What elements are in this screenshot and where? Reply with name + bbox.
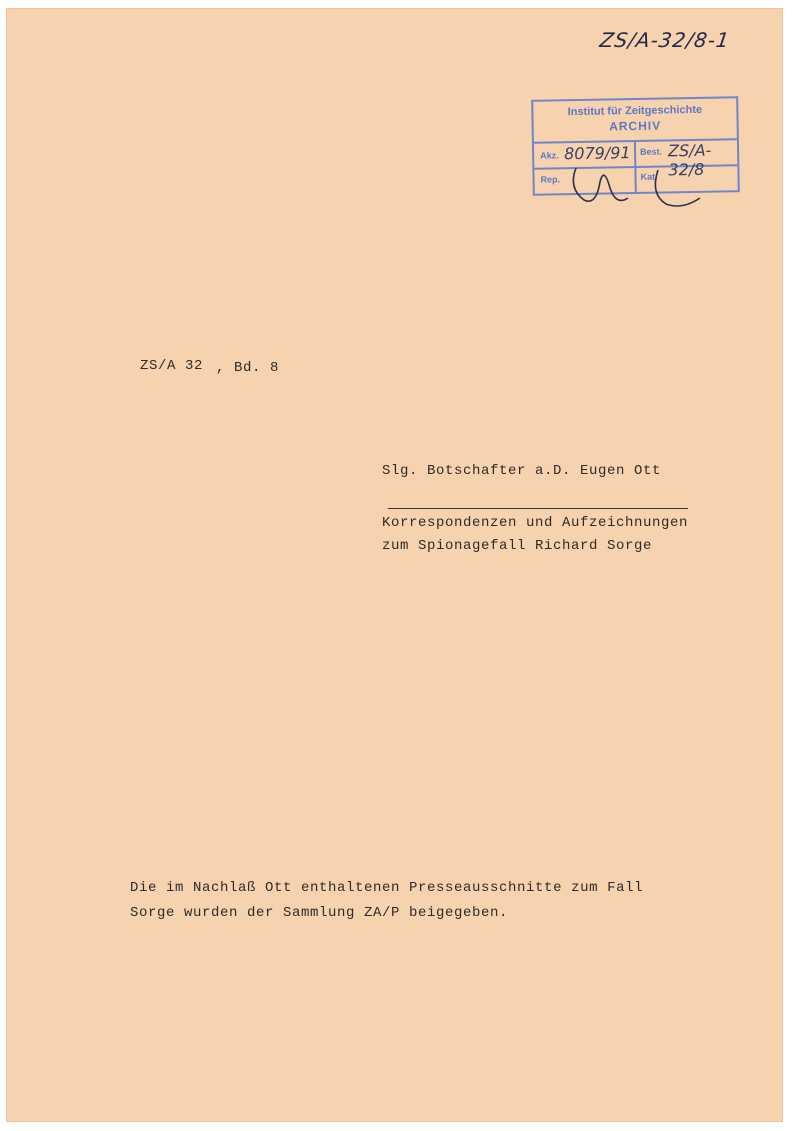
stamp-institution: Institut für Zeitgeschichte	[567, 103, 703, 119]
stamp-kat-label: Kat.	[640, 171, 658, 182]
separator-rule	[388, 508, 688, 509]
volume-number: ZS/A 32	[140, 358, 204, 374]
subject-line-1: Korrespondenzen und Aufzeichnungen	[382, 515, 689, 531]
stamp-best-value: ZS/A-32/8	[667, 140, 712, 180]
stamp-akz-label: Akz.	[540, 150, 559, 161]
volume-suffix: , Bd. 8	[216, 360, 280, 376]
stamp-department: ARCHIV	[609, 118, 662, 134]
note-line-1: Die im Nachlaß Ott enthaltenen Presseausschnitte zum Fall	[130, 880, 644, 896]
handwritten-reference: ZS/A-32/8-1	[598, 28, 732, 52]
subject-line-2: zum Spionagefall Richard Sorge	[382, 538, 653, 554]
signature-scribble	[566, 148, 716, 218]
note-line-2: Sorge wurden der Sammlung ZA/P beigegeben.	[130, 905, 509, 921]
stamp-rep-label: Rep.	[540, 174, 561, 185]
stamp-akz-value: 8079/91	[563, 143, 631, 164]
collection-title: Slg. Botschafter a.D. Eugen Ott	[382, 463, 662, 479]
document-page	[6, 8, 783, 1122]
stamp-best-label: Best.	[640, 146, 663, 157]
